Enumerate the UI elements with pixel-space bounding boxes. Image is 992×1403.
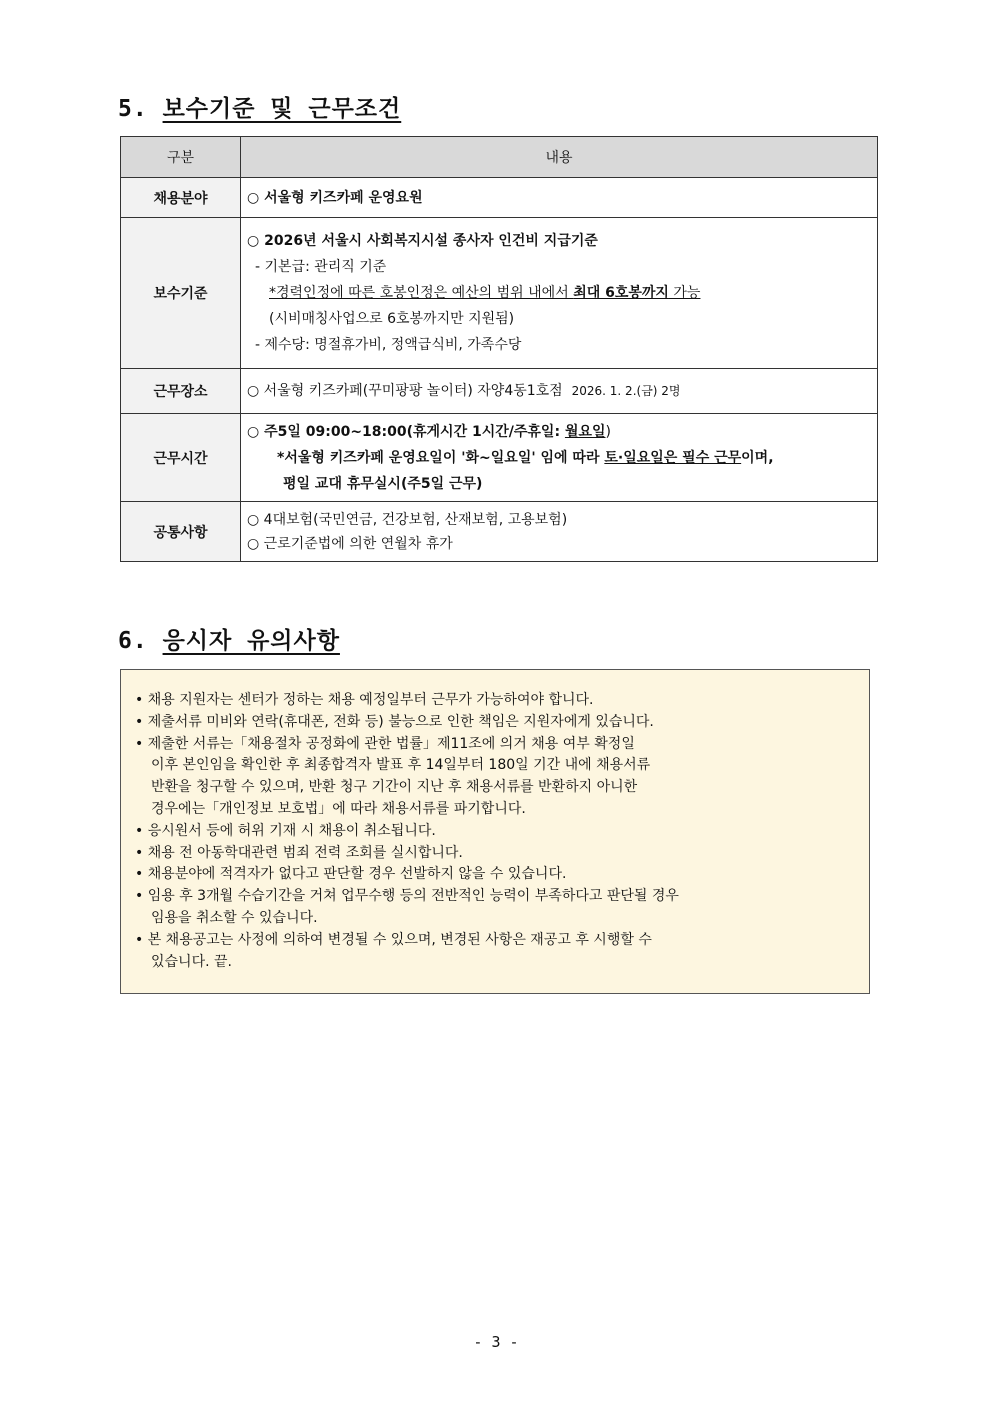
section-5-title: 보수기준 및 근무조건 bbox=[162, 96, 402, 122]
notice-item-continuation: 반환을 청구할 수 있으며, 반환 청구 기간이 지난 후 채용서류를 반환하지 아니한 bbox=[151, 779, 638, 796]
content-line bbox=[247, 419, 871, 445]
row-label-common: 공통사항 bbox=[121, 502, 241, 562]
content-line: (시비매칭사업으로 6호봉까지만 지원됨) bbox=[269, 311, 515, 327]
notice-item: • 임용 후 3개월 수습기간을 거쳐 업무수행 등의 전반적인 능력이 부족하다고 판단될 경우 bbox=[135, 888, 679, 905]
notice-item: • 채용분야에 적격자가 없다고 판단할 경우 선발하지 않을 수 있습니다. bbox=[135, 866, 567, 883]
table-row bbox=[121, 369, 878, 414]
section-6-number: 6. bbox=[118, 628, 148, 654]
page-number: - 3 - bbox=[473, 1333, 519, 1351]
row-content-salary bbox=[241, 218, 878, 369]
content-line: - 기본급: 관리직 기준 bbox=[255, 259, 387, 275]
content-line bbox=[247, 280, 871, 306]
section-6-title: 응시자 유의사항 bbox=[162, 628, 340, 654]
row-content-common bbox=[241, 502, 878, 562]
row-label-location: 근무장소 bbox=[121, 369, 241, 414]
section-5-number: 5. bbox=[118, 96, 148, 122]
content-text: 이며, bbox=[741, 449, 774, 466]
notice-item: • 채용 지원자는 센터가 정하는 채용 예정일부터 근무가 가능하여야 합니다. bbox=[135, 692, 594, 708]
content-line bbox=[247, 445, 871, 471]
content-text: 가능 bbox=[668, 285, 701, 301]
content-line: 평일 교대 휴무실시(주5일 근무) bbox=[283, 475, 483, 492]
content-text: *경력인정에 따른 호봉인정은 예산의 범위 내에서 bbox=[269, 285, 574, 301]
content-text: ○ 주5일 09:00~18:00(휴게시간 1시간/주휴일: bbox=[247, 423, 565, 440]
notice-item-continuation: 있습니다. 끝. bbox=[151, 953, 232, 970]
content-text: ) bbox=[605, 423, 611, 440]
content-emphasis: 토·일요일은 필수 근무 bbox=[604, 449, 742, 466]
notice-item: • 제출서류 미비와 연락(휴대폰, 전화 등) 불능으로 인한 책임은 지원자에게 있습니다. bbox=[135, 713, 654, 730]
content-text: *서울형 키즈카페 운영요일이 '화~일요일' 임에 따라 bbox=[277, 449, 605, 466]
content-emphasis: 월요일 bbox=[564, 423, 606, 440]
row-label-field: 채용분야 bbox=[121, 178, 241, 218]
row-content-field bbox=[241, 178, 878, 218]
content-line: ○ 2026년 서울시 사회복지시설 종사자 인건비 지급기준 bbox=[247, 233, 598, 249]
content-text: 2026. 1. 2.(금) 2명 bbox=[571, 384, 681, 398]
notice-item-continuation: 이후 본인임을 확인한 후 최종합격자 발표 후 14일부터 180일 기간 내에 채용서류 bbox=[151, 757, 651, 774]
content-line bbox=[247, 378, 871, 404]
content-emphasis: 최대 6호봉까지 bbox=[573, 285, 669, 301]
notice-item: • 응시원서 등에 허위 기재 시 채용이 취소됩니다. bbox=[135, 822, 436, 839]
table-row bbox=[121, 502, 878, 562]
section-6-heading bbox=[118, 622, 340, 655]
notice-box bbox=[120, 669, 870, 994]
conditions-table bbox=[120, 136, 878, 562]
table-header-row bbox=[121, 137, 878, 178]
notice-item-continuation: 경우에는「개인정보 보호법」에 따라 채용서류를 파기합니다. bbox=[151, 800, 526, 817]
row-content-hours bbox=[241, 414, 878, 502]
notice-item-continuation: 임용을 취소할 수 있습니다. bbox=[151, 909, 318, 926]
table-row bbox=[121, 218, 878, 369]
content-line: ○ 서울형 키즈카페 운영요원 bbox=[247, 189, 423, 206]
notice-item: • 제출한 서류는「채용절차 공정화에 관한 법률」제11조에 의거 채용 여부 확정일 bbox=[135, 735, 635, 752]
table-row bbox=[121, 178, 878, 218]
content-text: ○ 서울형 키즈카페(꾸미팡팡 놀이터) 자양4동1호점 bbox=[247, 383, 563, 399]
header-content: 내용 bbox=[241, 137, 878, 178]
row-label-salary: 보수기준 bbox=[121, 218, 241, 369]
row-content-location bbox=[241, 369, 878, 414]
notice-item: • 본 채용공고는 사정에 의하여 변경될 수 있으며, 변경된 사항은 재공고 후 시행할 수 bbox=[135, 931, 652, 948]
content-line: ○ 4대보험(국민연금, 건강보험, 산재보험, 고용보험) bbox=[247, 511, 568, 528]
content-line: - 제수당: 명절휴가비, 정액급식비, 가족수당 bbox=[255, 337, 522, 353]
row-label-hours: 근무시간 bbox=[121, 414, 241, 502]
notice-item: • 채용 전 아동학대관련 범죄 전력 조회를 실시합니다. bbox=[135, 844, 463, 861]
content-line: ○ 근로기준법에 의한 연월차 휴가 bbox=[247, 535, 453, 552]
section-5-heading bbox=[118, 90, 401, 123]
table-row bbox=[121, 414, 878, 502]
header-category: 구분 bbox=[121, 137, 241, 178]
